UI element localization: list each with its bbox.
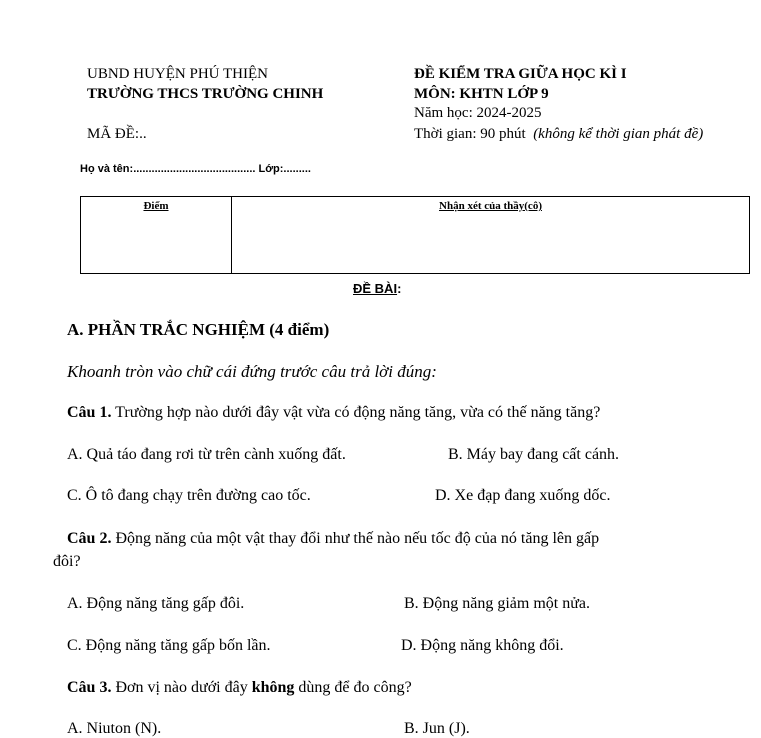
class-label: Lớp:	[258, 163, 284, 175]
question-1-option-c: C. Ô tô đang chạy trên đường cao tốc.	[67, 487, 311, 504]
student-info-line	[80, 163, 311, 175]
section-a-title: A. PHẦN TRẮC NGHIỆM (4 điểm)	[67, 320, 330, 339]
exam-title: ĐỀ KIỂM TRA GIỮA HỌC KÌ I	[414, 66, 627, 82]
question-2-label: Câu 2.	[67, 530, 112, 547]
time-line	[414, 126, 703, 143]
question-1-text: Trường hợp nào dưới đây vật vừa có động năng tăng, vừa có thế năng tăng?	[111, 404, 601, 421]
class-dots: .........	[283, 163, 311, 175]
score-box	[80, 196, 750, 274]
school-year: Năm học: 2024-2025	[414, 105, 542, 121]
question-3-label: Câu 3.	[67, 679, 112, 696]
time-note: (không kể thời gian phát đề)	[533, 126, 704, 142]
question-2-option-a: A. Động năng tăng gấp đôi.	[67, 595, 245, 612]
question-3-text-bold: không	[251, 679, 295, 696]
question-3-text-pre: Đơn vị nào dưới đây	[111, 679, 252, 696]
question-3-option-a: A. Niuton (N).	[67, 720, 162, 737]
exam-heading-colon: :	[397, 281, 402, 296]
question-2	[67, 530, 599, 548]
subject: MÔN: KHTN LỚP 9	[414, 86, 549, 102]
name-label: Họ và tên:	[80, 163, 134, 175]
exam-heading-text: ĐỀ BÀI	[353, 281, 398, 296]
question-3-option-b: B. Jun (J).	[404, 720, 470, 737]
time-label: Thời gian: 90 phút	[414, 126, 526, 142]
question-1	[67, 404, 600, 422]
question-2-option-d: D. Động năng không đổi.	[401, 637, 564, 654]
question-3	[67, 679, 412, 697]
comment-header: Nhận xét của thầy(cô)	[439, 200, 542, 212]
exam-code: MÃ ĐỀ:..	[87, 126, 147, 142]
question-3-text-post: dùng để đo công?	[294, 679, 412, 696]
instruction: Khoanh tròn vào chữ cái đứng trước câu trả lời đúng:	[67, 362, 437, 381]
question-2-option-c: C. Động năng tăng gấp bốn lần.	[67, 637, 271, 654]
name-dots: ........................................	[133, 163, 256, 175]
score-header: Điểm	[143, 200, 169, 212]
question-1-option-a: A. Quả táo đang rơi từ trên cành xuống đất.	[67, 446, 346, 463]
question-1-option-d: D. Xe đạp đang xuống dốc.	[435, 487, 611, 504]
question-1-option-b: B. Máy bay đang cất cánh.	[448, 446, 620, 463]
question-1-label: Câu 1.	[67, 404, 112, 421]
exam-heading	[353, 281, 401, 296]
question-2-text: Động năng của một vật thay đổi như thế nào nếu tốc độ của nó tăng lên gấp	[111, 530, 600, 547]
question-2-option-b: B. Động năng giảm một nửa.	[404, 595, 590, 612]
question-2-text-line2: đôi?	[53, 553, 81, 570]
school-name: TRƯỜNG THCS TRƯỜNG CHINH	[87, 86, 324, 102]
district-name: UBND HUYỆN PHÚ THIỆN	[87, 66, 268, 82]
